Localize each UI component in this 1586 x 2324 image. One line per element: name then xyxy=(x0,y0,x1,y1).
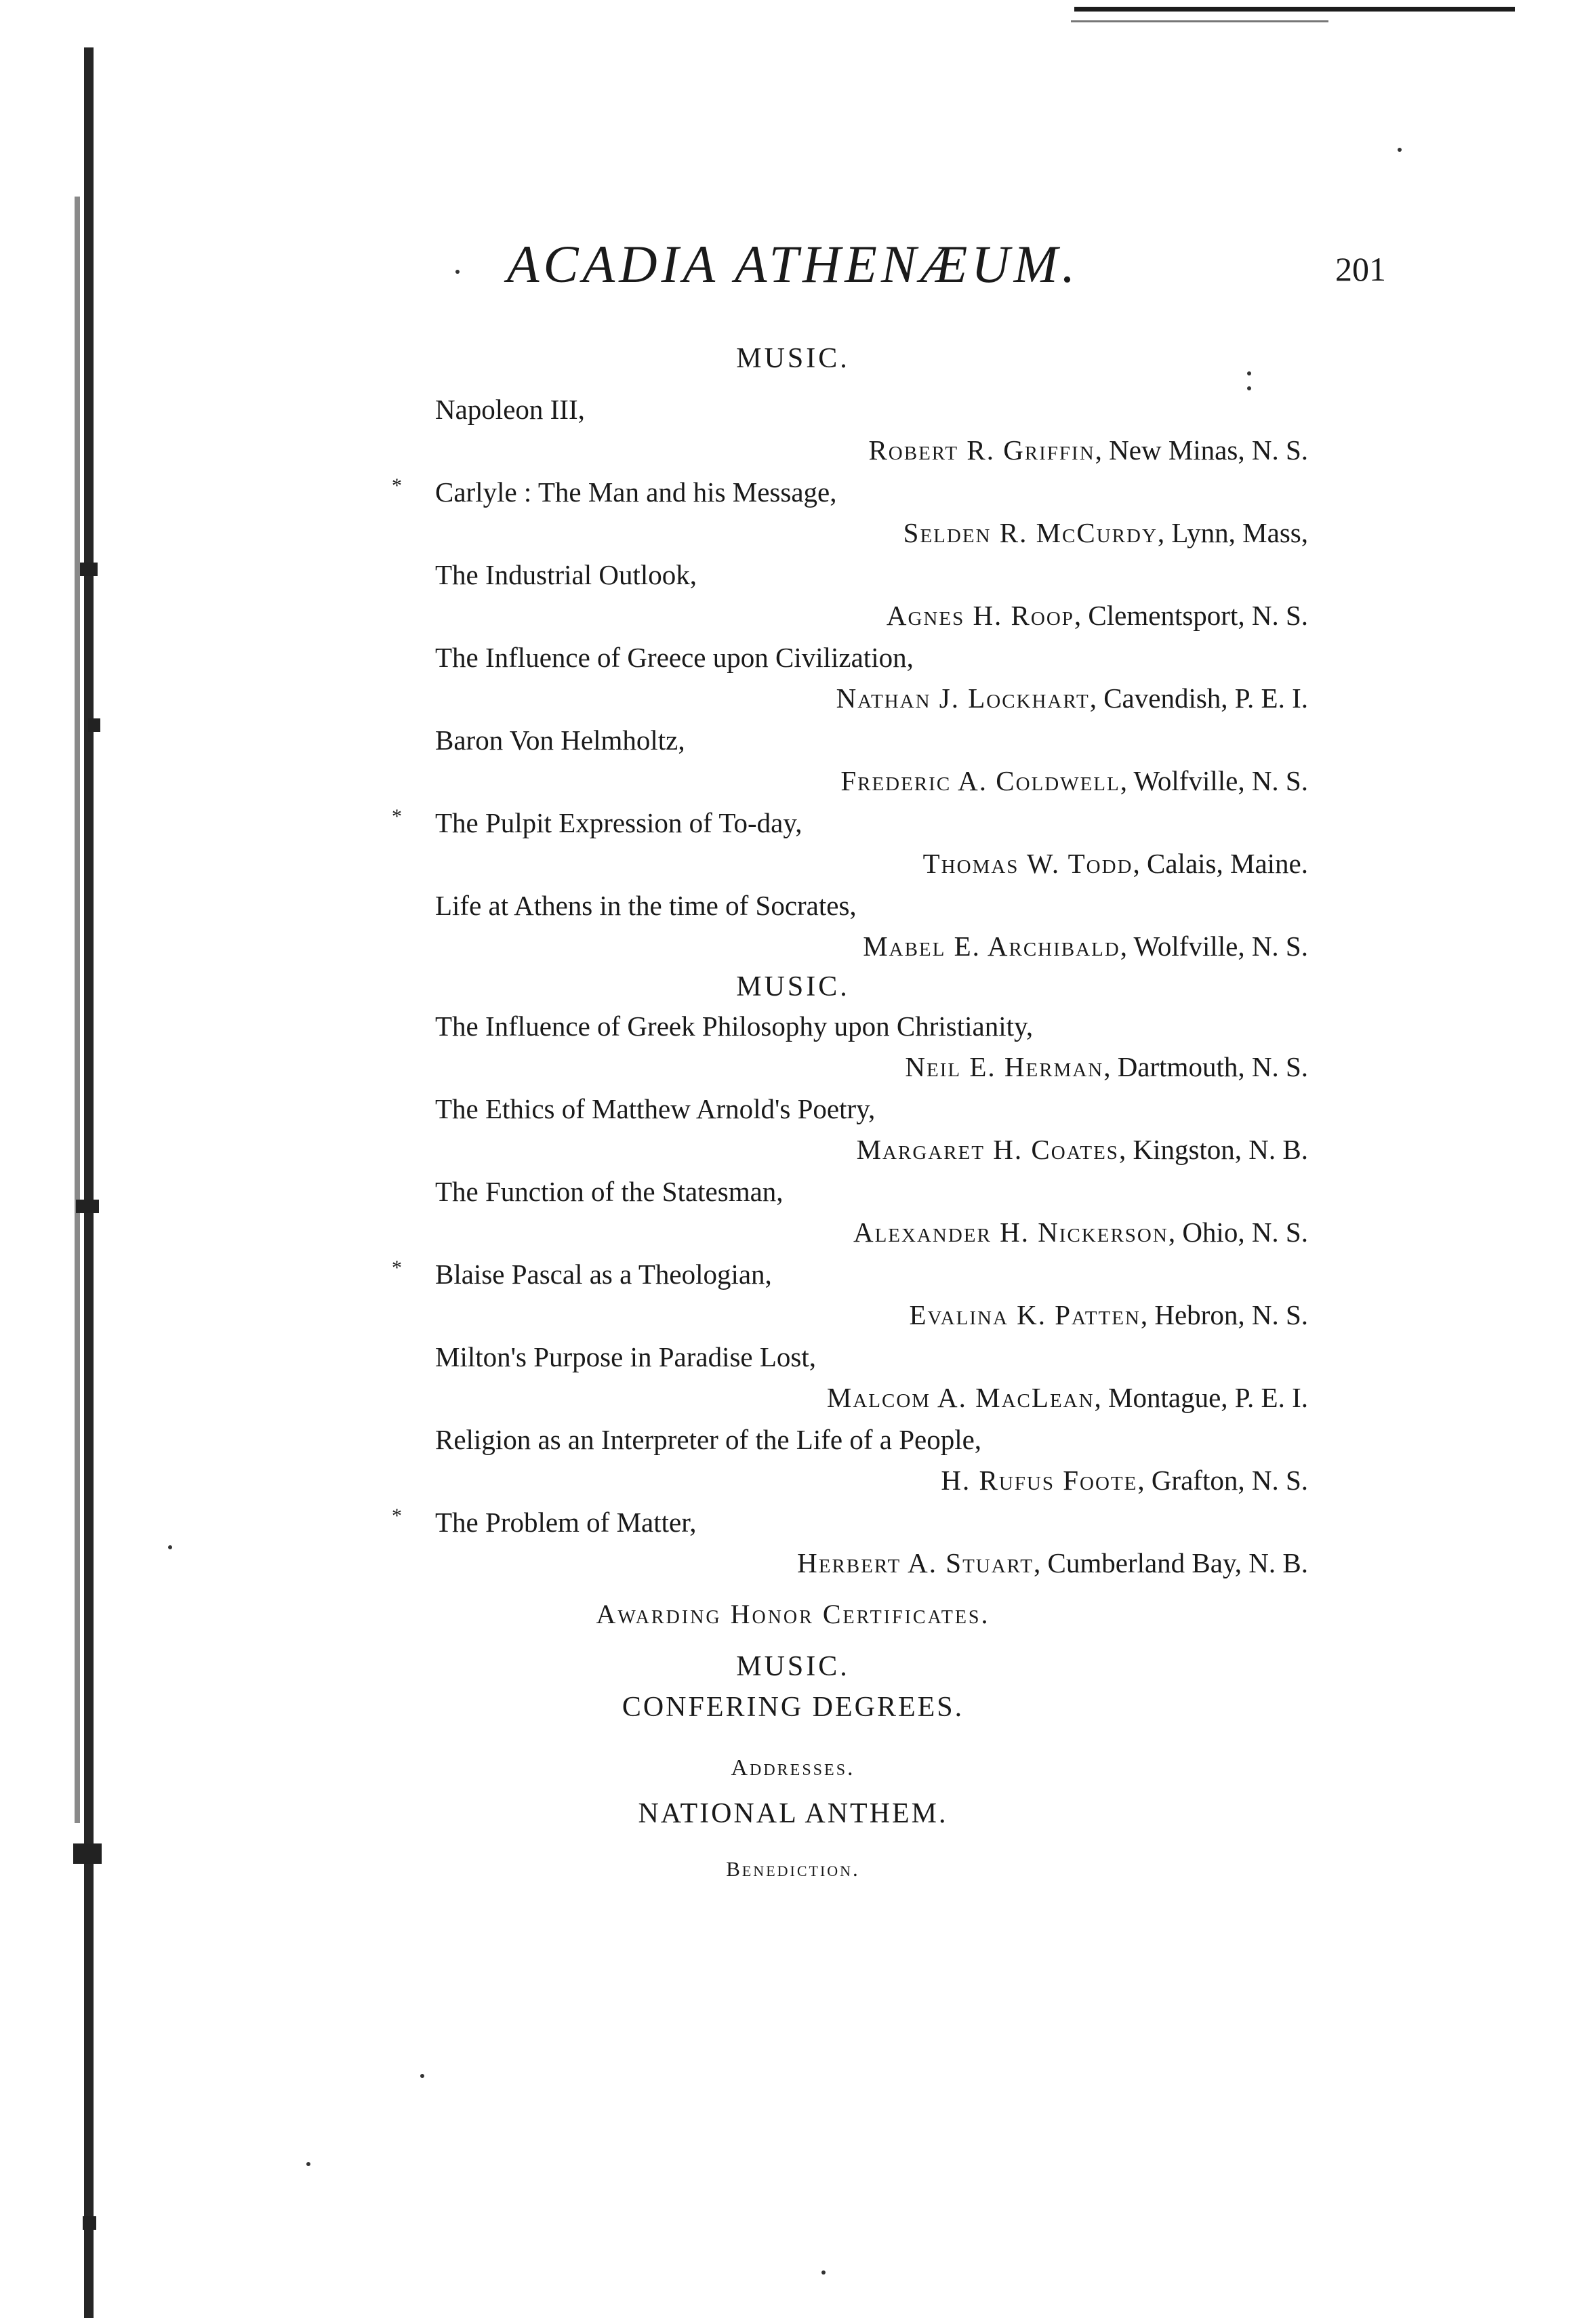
oration-speaker xyxy=(887,599,1308,632)
oration-title: The Influence of Greece upon Civilization, xyxy=(435,642,914,673)
speaker-name: Frederic A. Coldwell xyxy=(840,765,1120,796)
oration-speaker xyxy=(905,1051,1308,1083)
speaker-name: Malcom A. MacLean xyxy=(826,1382,1095,1413)
speaker-place: , Calais, Maine. xyxy=(1133,848,1308,879)
program-music-heading: MUSIC. xyxy=(736,1651,850,1682)
scan-speck xyxy=(306,2162,310,2166)
speaker-place: , Lynn, Mass, xyxy=(1157,517,1308,548)
scan-speck xyxy=(1398,148,1402,152)
speaker-place: , Wolfville, N. S. xyxy=(1120,931,1308,962)
oration-speaker xyxy=(923,847,1308,880)
page-number: 201 xyxy=(1335,250,1386,288)
oration-speaker xyxy=(941,1464,1308,1496)
binding-shadow xyxy=(75,197,80,1823)
speaker-place: , Ohio, N. S. xyxy=(1168,1217,1308,1248)
oration-title: The Pulpit Expression of To-day, xyxy=(435,807,802,838)
speaker-name: Evalina K. Patten xyxy=(909,1299,1141,1330)
oration-speaker xyxy=(840,765,1308,797)
oration-speaker xyxy=(903,516,1308,549)
marker-asterisk: * xyxy=(392,1505,402,1527)
oration-speaker xyxy=(863,930,1308,962)
speaker-name: Thomas W. Todd xyxy=(922,848,1133,879)
oration-title: The Influence of Greek Philosophy upon Christianity, xyxy=(435,1011,1034,1042)
speaker-place: , Cavendish, P. E. I. xyxy=(1089,682,1308,714)
speaker-place: , Clementsport, N. S. xyxy=(1074,600,1308,631)
speaker-place: , Dartmouth, N. S. xyxy=(1103,1051,1308,1082)
speaker-name: Mabel E. Archibald xyxy=(863,931,1120,962)
speaker-place: , Montague, P. E. I. xyxy=(1094,1382,1308,1413)
binding-mark xyxy=(83,2216,96,2230)
scan-edge-rule xyxy=(1074,7,1515,12)
speaker-name: Selden R. McCurdy xyxy=(903,517,1158,548)
binding-edge xyxy=(84,47,94,2318)
scan-edge-rule-thin xyxy=(1071,20,1328,22)
speaker-name: Agnes H. Roop xyxy=(886,600,1074,631)
oration-speaker xyxy=(797,1547,1308,1579)
scan-speck xyxy=(821,2270,826,2275)
binding-mark xyxy=(80,563,98,576)
speaker-name: H. Rufus Foote xyxy=(941,1465,1138,1496)
speaker-place: , Kingston, N. B. xyxy=(1118,1134,1308,1165)
oration-title: Carlyle : The Man and his Message, xyxy=(435,476,837,508)
speaker-name: Alexander H. Nickerson xyxy=(853,1217,1168,1248)
national-anthem: NATIONAL ANTHEM. xyxy=(638,1798,948,1829)
speaker-name: Neil E. Herman xyxy=(905,1051,1104,1082)
conferring-degrees: CONFERING DEGREES. xyxy=(622,1692,964,1723)
oration-speaker xyxy=(853,1216,1308,1248)
speaker-name: Margaret H. Coates xyxy=(856,1134,1119,1165)
marker-asterisk: * xyxy=(392,474,402,497)
oration-title: The Ethics of Matthew Arnold's Poetry, xyxy=(435,1093,876,1124)
oration-title: Napoleon III, xyxy=(435,394,585,425)
page-title: ACADIA ATHENÆUM. xyxy=(506,235,1080,293)
scan-speck xyxy=(420,2074,424,2078)
oration-title: The Function of the Statesman, xyxy=(435,1176,784,1207)
scan-speck xyxy=(1247,386,1251,390)
speaker-place: , Wolfville, N. S. xyxy=(1120,765,1308,796)
oration-title: Religion as an Interpreter of the Life of a People, xyxy=(435,1424,982,1455)
binding-mark xyxy=(76,1200,99,1213)
oration-title: Life at Athens in the time of Socrates, xyxy=(435,890,857,921)
oration-speaker xyxy=(868,434,1308,466)
oration-speaker xyxy=(836,682,1308,714)
marker-asterisk: * xyxy=(392,1257,402,1279)
oration-title: Blaise Pascal as a Theologian, xyxy=(435,1259,772,1290)
marker-asterisk: * xyxy=(392,805,402,828)
oration-title: The Problem of Matter, xyxy=(435,1507,697,1538)
speaker-place: , Cumberland Bay, N. B. xyxy=(1033,1547,1308,1578)
oration-title: The Industrial Outlook, xyxy=(435,559,697,590)
speaker-name: Robert R. Griffin xyxy=(868,434,1095,466)
binding-mark xyxy=(88,718,100,732)
program-music-heading: MUSIC. xyxy=(736,971,850,1002)
oration-speaker xyxy=(909,1299,1308,1331)
speaker-place: , New Minas, N. S. xyxy=(1095,434,1308,466)
oration-speaker xyxy=(857,1133,1308,1166)
oration-speaker xyxy=(827,1381,1308,1414)
addresses: Addresses. xyxy=(731,1755,855,1780)
speaker-place: , Grafton, N. S. xyxy=(1137,1465,1308,1496)
awarding-certificates: Awarding Honor Certificates. xyxy=(596,1599,990,1629)
speaker-name: Nathan J. Lockhart xyxy=(836,682,1090,714)
oration-title: Milton's Purpose in Paradise Lost, xyxy=(435,1341,817,1372)
speaker-name: Herbert A. Stuart xyxy=(797,1547,1034,1578)
scan-speck xyxy=(168,1545,172,1549)
oration-title: Baron Von Helmholtz, xyxy=(435,725,685,756)
benediction: Benediction. xyxy=(726,1857,860,1881)
program-music-heading: MUSIC. xyxy=(736,343,850,374)
speaker-place: , Hebron, N. S. xyxy=(1140,1299,1308,1330)
